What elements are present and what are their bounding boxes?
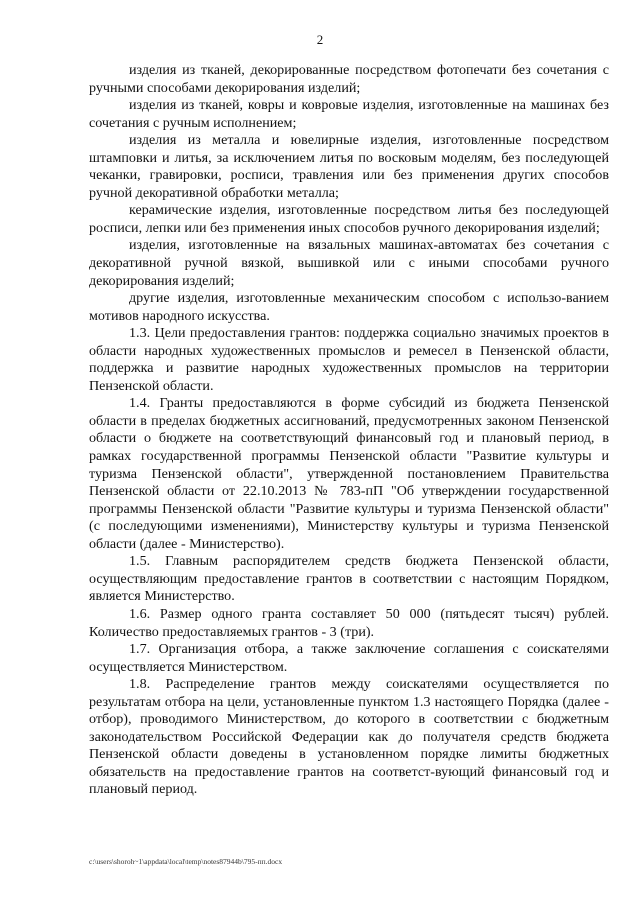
paragraph: изделия из тканей, ковры и ковровые изделия, изготовленные на машинах без сочетания с ручным исполнением;	[89, 97, 609, 131]
paragraph: 1.5. Главным распорядителем средств бюджета Пензенской области, осуществляющим предоставление грантов в соответствии с настоящим Порядком, является Министерство.	[89, 553, 609, 605]
paragraph: 1.6. Размер одного гранта составляет 50 000 (пятьдесят тысяч) рублей. Количество предоставляемых грантов - 3 (три).	[89, 605, 609, 640]
paragraph: 1.4. Гранты предоставляются в форме субсидий из бюджета Пензенской области в пределах бюджетных ассигнований, предусмотренных законом Пензенской области о бюджете на соответствующий финансовый год и плановый период, в рамках государственной программы Пензенской области "Развитие культуры и туризма Пензенской области", утвержденной постановлением Правительства Пензенской области от 22.10.2013 № 783-пП "Об утверждении государственной программы Пензенской области "Развитие культуры и туризма Пензенской области" (с последующими изменениями), Министерству культуры и туризма Пензенской области (далее - Министерство).	[89, 395, 609, 552]
paragraph: 1.7. Организация отбора, а также заключение соглашения с соискателями осуществляется Министерством.	[89, 641, 609, 675]
paragraph: керамические изделия, изготовленные посредством литья без последующей росписи, лепки или без применения иных способов ручного декорирования изделий;	[89, 202, 609, 236]
page-number: 2	[316, 32, 324, 47]
footer-file-path: c:\users\shoroh~1\appdata\local\temp\notes87944b\795-пп.docx	[89, 857, 283, 866]
paragraph: другие изделия, изготовленные механическим способом с использо-ванием мотивов народного искусства.	[89, 290, 609, 324]
paragraph: 1.8. Распределение грантов между соискателями осуществляется по результатам отбора на цели, установленные пунктом 1.3 настоящего Порядка (далее - отбор), проводимого Министерством, до которого в соответствии с бюджетным законодательством Российской Федерации как до получателя средств бюджета Пензенской области доведены в установленном порядке лимиты бюджетных обязательств на предоставление грантов на соответст-вующий финансовый год и плановый период.	[89, 676, 609, 798]
paragraph: изделия из тканей, декорированные посредством фотопечати без сочетания с ручными способами декорирования изделий;	[89, 62, 609, 96]
paragraph: 1.3. Цели предоставления грантов: поддержка социально значимых проектов в области народных художественных промыслов и ремесел в Пензенской области, поддержка и развитие народных художественных промыслов на территории Пензенской области.	[89, 325, 609, 394]
document-body	[89, 62, 609, 799]
paragraph: изделия из металла и ювелирные изделия, изготовленные посредством штамповки и литья, за исключением литья по восковым моделям, без последующей чеканки, гравировки, росписи, травления или без применения других способов ручной декоративной обработки металла;	[89, 132, 609, 201]
paragraph: изделия, изготовленные на вязальных машинах-автоматах без сочетания с декоративной ручной вязкой, вышивкой или с иными способами ручного декорирования изделий;	[89, 237, 609, 289]
